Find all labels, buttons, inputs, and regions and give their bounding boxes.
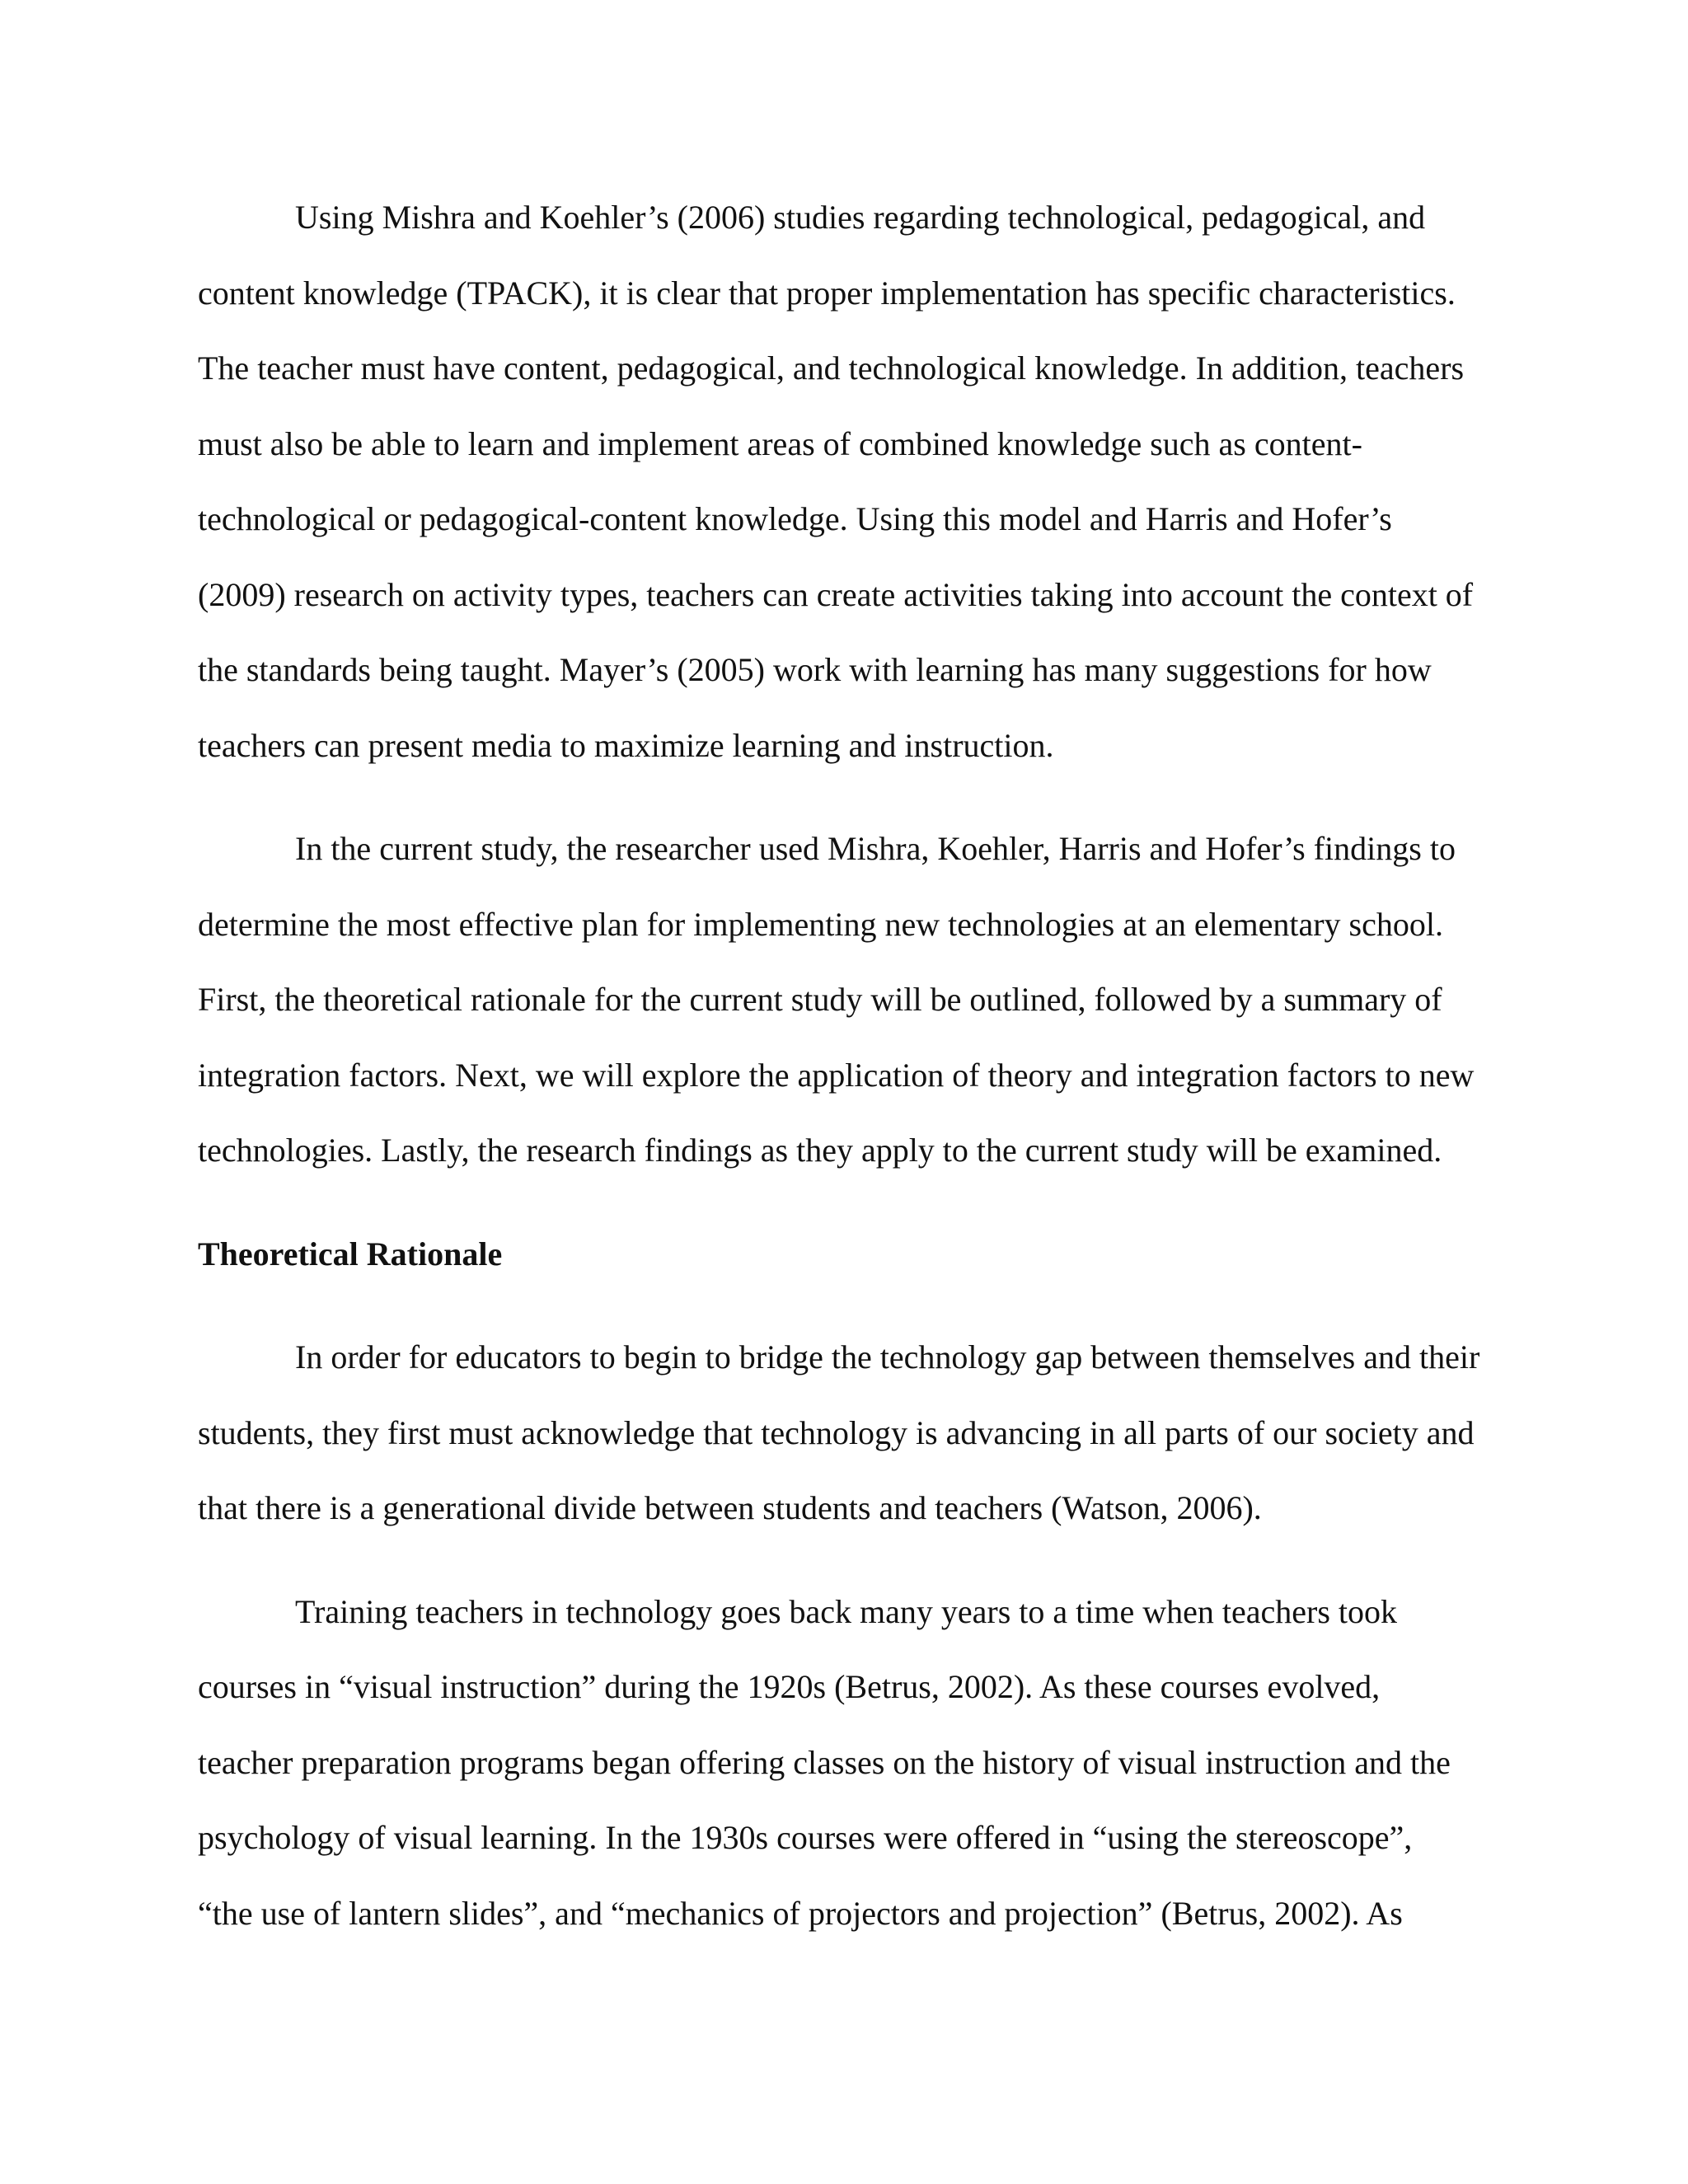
text-line: First, the theoretical rationale for the current study will be outlined, followed by a summary of — [198, 981, 1442, 1018]
text-line: content knowledge (TPACK), it is clear that proper implementation has specific characteristics. — [198, 274, 1456, 312]
text-line: technological or pedagogical-content knowledge. Using this model and Harris and Hofer’s — [198, 500, 1392, 537]
text-line: Training teachers in technology goes back many years to a time when teachers took — [295, 1592, 1398, 1630]
text-line: teachers can present media to maximize learning and instruction. — [198, 726, 1054, 764]
document-body — [198, 180, 1500, 1979]
text-line: psychology of visual learning. In the 1930s courses were offered in “using the stereoscope”, — [198, 1819, 1413, 1856]
text-line: integration factors. Next, we will explore the application of theory and integration factors to new — [198, 1056, 1475, 1094]
text-line: technologies. Lastly, the research findings as they apply to the current study will be examined. — [198, 1132, 1442, 1169]
text-line: the standards being taught. Mayer’s (2005) work with learning has many suggestions for how — [198, 651, 1432, 688]
text-line: The teacher must have content, pedagogical, and technological knowledge. In addition, teachers — [198, 349, 1465, 387]
paragraph-current-study — [198, 811, 1500, 1188]
text-line: Using Mishra and Koehler’s (2006) studies regarding technological, pedagogical, and — [295, 199, 1426, 236]
text-line: must also be able to learn and implement areas of combined knowledge such as content- — [198, 424, 1362, 462]
text-line: (2009) research on activity types, teachers can create activities taking into account the context of — [198, 575, 1474, 613]
section-heading: Theoretical Rationale — [198, 1235, 503, 1272]
text-line: courses in “visual instruction” during the 1920s (Betrus, 2002). As these courses evolved, — [198, 1668, 1381, 1705]
text-line: teacher preparation programs began offering classes on the history of visual instruction and the — [198, 1743, 1451, 1781]
text-line: In order for educators to begin to bridge the technology gap between themselves and their — [295, 1338, 1480, 1376]
text-line: “the use of lantern slides”, and “mechanics of projectors and projection” (Betrus, 2002). As — [198, 1894, 1403, 1932]
paragraph-technology-gap — [198, 1319, 1500, 1546]
paragraph-tpack-overview — [198, 180, 1500, 783]
text-line: determine the most effective plan for implementing new technologies at an elementary school. — [198, 905, 1443, 943]
text-line: In the current study, the researcher used Mishra, Koehler, Harris and Hofer’s findings to — [295, 830, 1456, 867]
text-line: that there is a generational divide between students and teachers (Watson, 2006). — [198, 1489, 1262, 1526]
paragraph-teacher-training-history — [198, 1574, 1500, 1952]
text-line: students, they first must acknowledge that technology is advancing in all parts of our society and — [198, 1413, 1475, 1451]
